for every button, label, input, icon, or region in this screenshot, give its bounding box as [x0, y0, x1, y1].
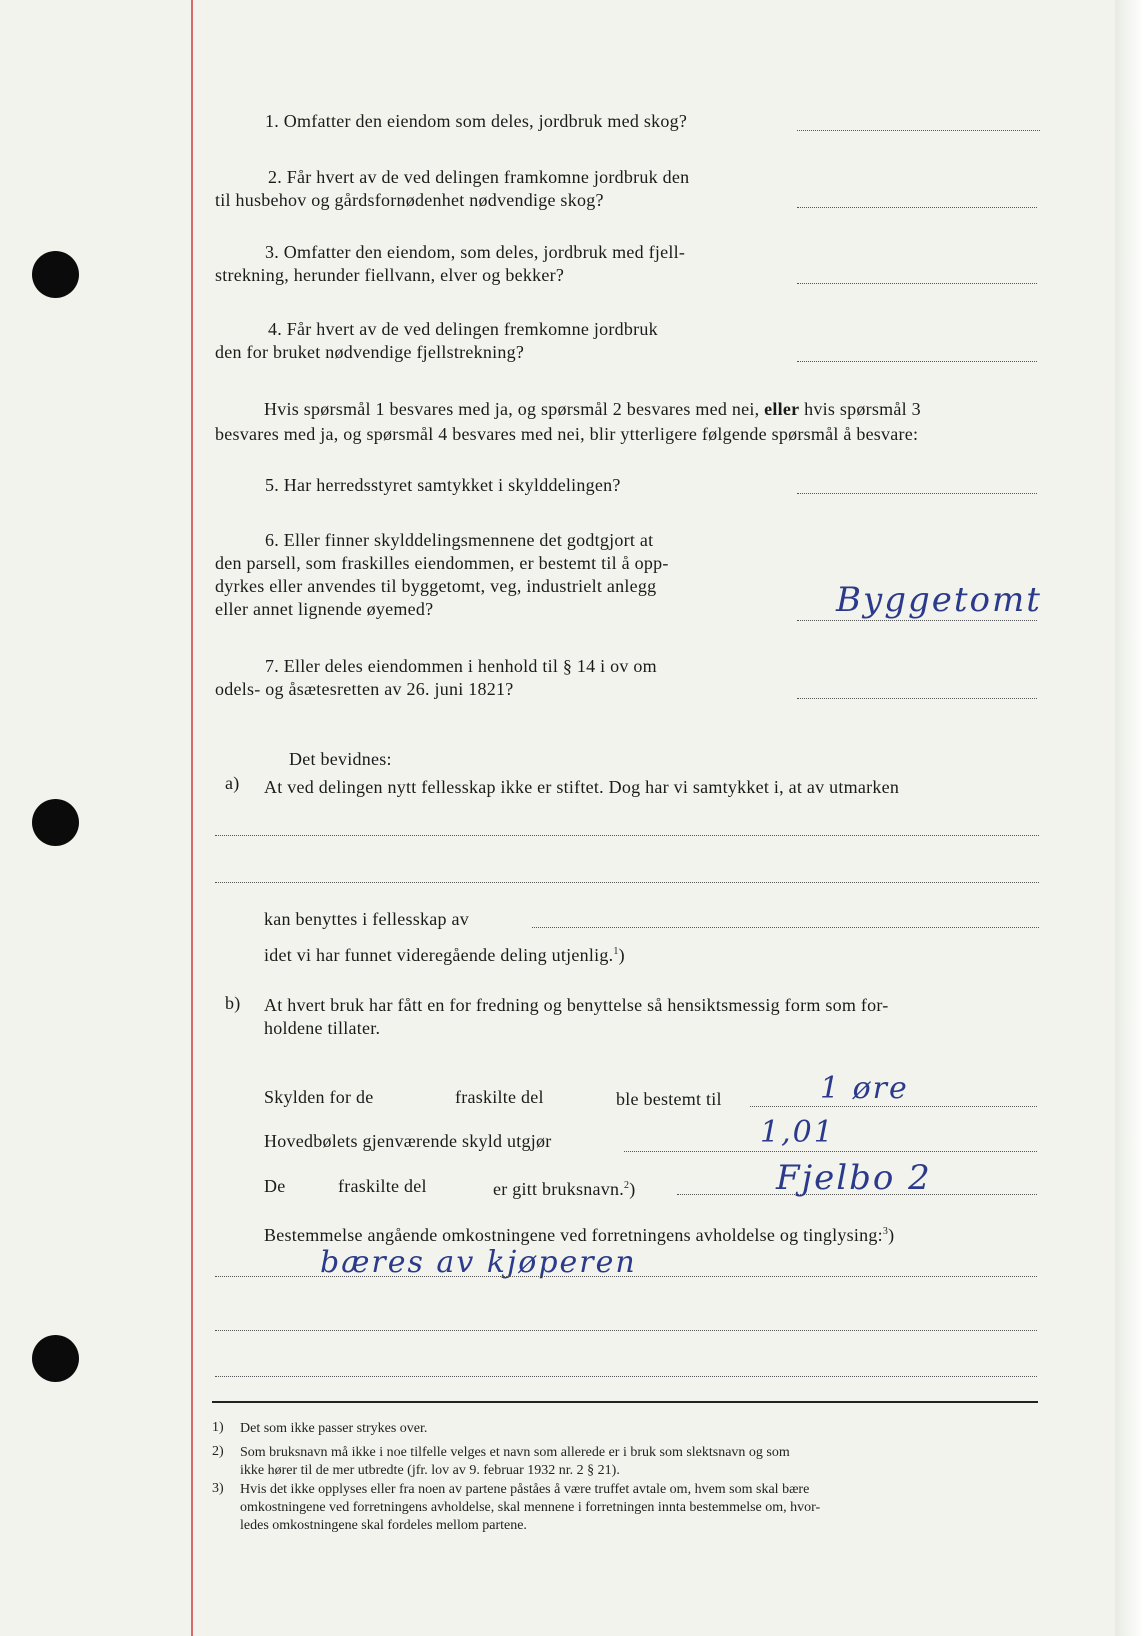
question-4-line-1: 4. Får hvert av de ved delingen fremkomne jordbruk [268, 319, 658, 339]
attest-a-found-text: idet vi har funnet videregående deling utjenlig. [264, 945, 614, 965]
attest-a-text: At ved delingen nytt fellesskap ikke er stiftet. Dog har vi samtykket i, at av utmarken [264, 777, 900, 797]
attest-a-line-3[interactable] [532, 927, 1039, 928]
attest-a-line-1[interactable] [215, 835, 1039, 836]
bruksnavn-label-c: er gitt bruksnavn.$^2$) [493, 1179, 636, 1199]
question-5: 5. Har herredsstyret samtykket i skylddelingen? [265, 475, 621, 495]
answer-line-3[interactable] [797, 283, 1037, 284]
omkostning-label: Bestemmelse angående omkostningene ved forretningens avholdelse og tinglysing:$^3$) [264, 1225, 895, 1245]
condition-text-a: Hvis spørsmål 1 besvares med ja, og spørsmål 2 besvares med nei, [264, 399, 760, 419]
bruksnavn-label-a: De [264, 1176, 286, 1196]
footnote-2-line-2: ikke hører til de mer utbredte (jfr. lov av 9. februar 1932 nr. 2 § 21). [240, 1463, 620, 1478]
hovedbol-answer-line[interactable] [624, 1151, 1037, 1152]
answer-line-7[interactable] [797, 698, 1037, 699]
footnote-1-mark: 1) [212, 1420, 224, 1435]
question-7-line-2: odels- og åsætesretten av 26. juni 1821? [215, 679, 514, 699]
question-2-line-1: 2. Får hvert av de ved delingen framkomne jordbruk den [268, 167, 690, 187]
footnote-3-mark: 3) [212, 1481, 224, 1496]
attest-b-marker: b) [225, 993, 241, 1013]
question-3-line-1: 3. Omfatter den eiendom, som deles, jordbruk med fjell- [265, 242, 686, 262]
attest-a-found: idet vi har funnet videregående deling utjenlig.$^1$) [264, 945, 625, 965]
attest-heading: Det bevidnes: [289, 749, 392, 769]
question-6-line-3: dyrkes eller anvendes til byggetomt, veg, industrielt anlegg [215, 576, 657, 596]
skyld-label-c: ble bestemt til [616, 1089, 722, 1109]
question-6-line-2: den parsell, som fraskilles eiendommen, er bestemt til å opp- [215, 553, 669, 573]
attest-a-line-2[interactable] [215, 882, 1039, 883]
question-6-line-4: eller annet lignende øyemed? [215, 599, 434, 619]
footnote-separator [212, 1401, 1038, 1403]
handwritten-bruksnavn: Fjelbo 2 [776, 1158, 932, 1198]
footnote-ref: 2 [623, 1180, 630, 1191]
attest-b-line-1: At hvert bruk har fått en for fredning og benyttelse så hensiktsmessig form som for- [264, 995, 889, 1015]
omkostning-line-1[interactable] [215, 1276, 1037, 1277]
bruksnavn-label-b: fraskilte del [338, 1176, 427, 1196]
answer-line-1[interactable] [797, 130, 1040, 131]
punch-hole-icon [32, 799, 79, 846]
handwritten-skyld: 1 øre [820, 1071, 909, 1106]
footnote-3-line-2: omkostningene ved forretningens avholdelse, skal mennene i forretningen innta bestemmelse om, hvor- [240, 1500, 821, 1515]
answer-line-5[interactable] [797, 493, 1037, 494]
handwritten-hovedbol: 1,01 [760, 1115, 835, 1150]
attest-a-marker: a) [225, 773, 240, 793]
answer-line-2[interactable] [797, 207, 1037, 208]
footnote-ref: 1 [613, 946, 619, 957]
red-margin-line [191, 0, 193, 1636]
page-edge [1115, 0, 1143, 1636]
handwritten-omkostning: bæres av kjøperen [320, 1245, 637, 1280]
omkostning-line-2[interactable] [215, 1330, 1037, 1331]
condition-text-c: hvis spørsmål 3 [804, 399, 921, 419]
answer-line-6[interactable] [797, 620, 1037, 621]
question-1: 1. Omfatter den eiendom som deles, jordbruk med skog? [265, 111, 688, 131]
omkostning-label-text: Bestemmelse angående omkostningene ved forretningens avholdelse og tinglysing: [264, 1225, 883, 1245]
condition-line-2: besvares med ja, og spørsmål 4 besvares med nei, blir ytterligere følgende spørsmål å besvare: [215, 424, 919, 444]
question-2-line-2: til husbehov og gårdsfornødenhet nødvendige skog? [215, 190, 604, 210]
punch-hole-icon [32, 251, 79, 298]
skyld-label-a: Skylden for de [264, 1087, 374, 1107]
footnote-3-line-3: ledes omkostningene skal fordeles mellom partene. [240, 1518, 527, 1533]
answer-line-4[interactable] [797, 361, 1037, 362]
skyld-label-b: fraskilte del [455, 1087, 544, 1107]
punch-hole-icon [32, 1335, 79, 1382]
skyld-answer-line[interactable] [750, 1106, 1037, 1107]
question-4-line-2: den for bruket nødvendige fjellstrekning? [215, 342, 525, 362]
question-3-line-2: strekning, herunder fiellvann, elver og bekker? [215, 265, 565, 285]
footnote-2-mark: 2) [212, 1444, 224, 1459]
footnote-ref: 3 [882, 1226, 889, 1237]
footnote-1: Det som ikke passer strykes over. [240, 1421, 428, 1436]
omkostning-line-3[interactable] [215, 1376, 1037, 1377]
condition-eller: eller [764, 399, 800, 419]
handwritten-answer-6: Byggetomt [836, 580, 1042, 620]
footnote-2-line-1: Som bruksnavn må ikke i noe tilfelle velges et navn som allerede er i bruk som slektsnavn og som [240, 1445, 790, 1460]
hovedbol-label: Hovedbølets gjenværende skyld utgjør [264, 1131, 552, 1151]
attest-a-fellesskap: kan benyttes i fellesskap av [264, 909, 469, 929]
condition-line-1 [264, 398, 921, 420]
question-7-line-1: 7. Eller deles eiendommen i henhold til § 14 i ov om [265, 656, 657, 676]
attest-b-line-2: holdene tillater. [264, 1018, 381, 1038]
footnote-3-line-1: Hvis det ikke opplyses eller fra noen av partene påståes å være truffet avtale om, hvem som skal bære [240, 1482, 810, 1497]
bruksnavn-label-text: er gitt bruksnavn. [493, 1179, 624, 1199]
question-6-line-1: 6. Eller finner skylddelingsmennene det godtgjort at [265, 530, 654, 550]
